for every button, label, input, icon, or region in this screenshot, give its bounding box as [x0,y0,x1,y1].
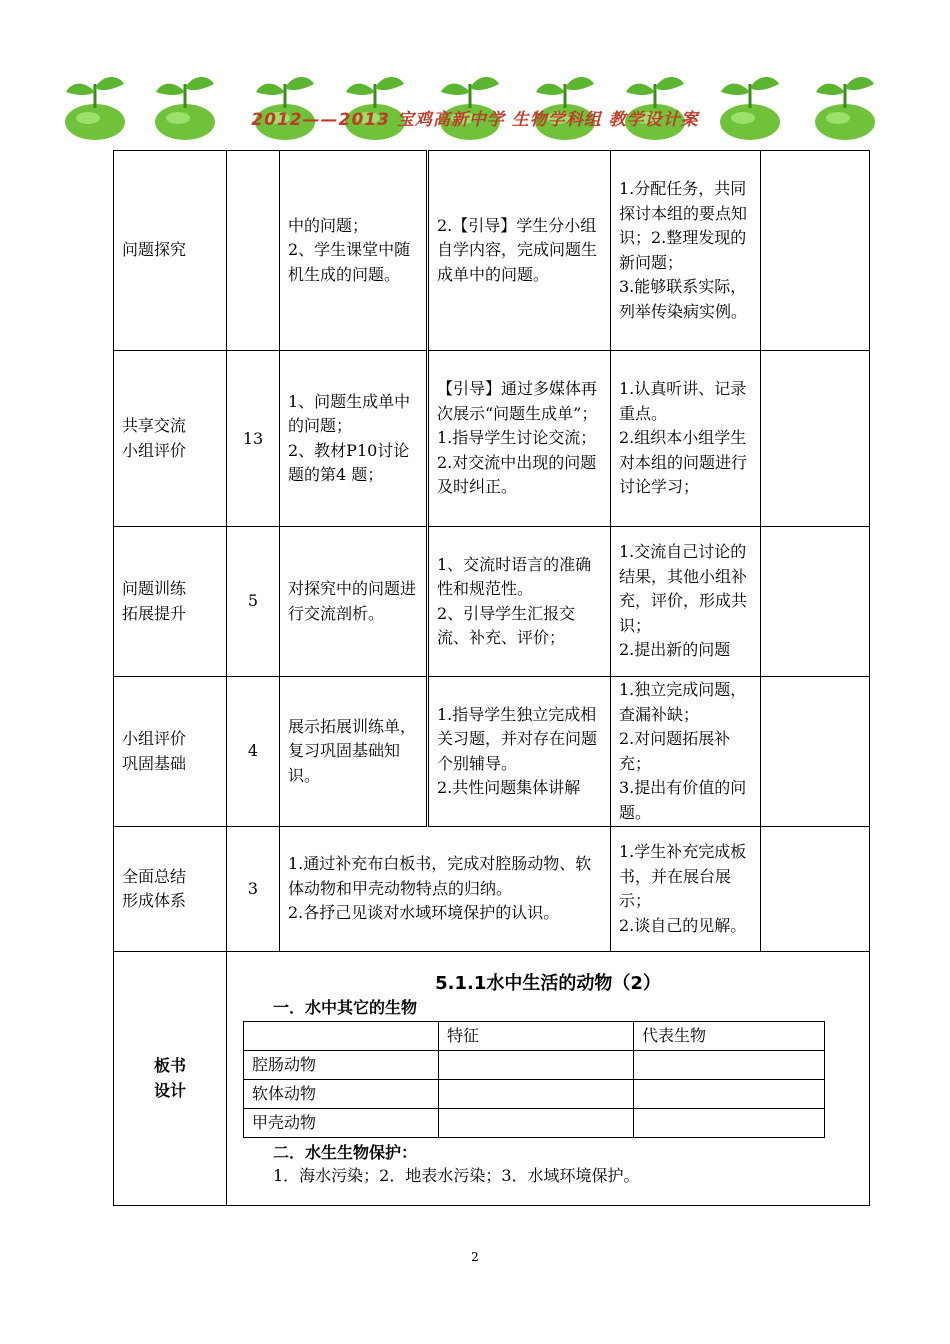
board-line: 1．海水污染；2．地表水污染；3．水域环境保护。 [273,1165,640,1185]
board-title: 5.1.1水中生活的动物（2） [435,973,661,994]
board-cell [634,1108,825,1137]
notes-cell [761,527,870,677]
board-cell: 软体动物 [244,1079,439,1108]
time-cell: 4 [227,677,280,827]
board-label: 板书 设计 [114,952,227,1206]
notes-cell [761,351,870,527]
table-row [114,827,870,952]
board-cell [634,1079,825,1108]
board-heading-1: 一．水中其它的生物 [273,997,418,1017]
page-number: 2 [471,1250,479,1264]
board-table [243,1021,825,1138]
table-row [114,351,870,527]
board-heading-2: 二．水生生物保护： [273,1142,418,1162]
board-content [227,952,870,1206]
board-cell [439,1079,634,1108]
content-cell: 中的问题； 2、学生课堂中随机生成的问题。 [280,151,428,351]
stage-cell: 全面总结 形成体系 [114,827,227,952]
content-merged-cell: 1.通过补充布白板书，完成对腔肠动物、软体动物和甲壳动物特点的归纳。 2.各抒己见谈对水域环境保护的认识。 [280,827,611,952]
lesson-plan-table [113,150,870,1206]
board-table-row [244,1108,825,1137]
board-header-cell: 代表生物 [634,1021,825,1050]
table-row [114,151,870,351]
notes-cell [761,827,870,952]
board-table-header [244,1021,825,1050]
student-activity-cell: 1.认真听讲、记录重点。 2.组织本小组学生对本组的问题进行讨论学习； [611,351,761,527]
content-cell: 展示拓展训练单，复习巩固基础知识。 [280,677,428,827]
time-cell: 3 [227,827,280,952]
table-row [114,527,870,677]
board-design-row [114,952,870,1206]
content-cell: 1、问题生成单中的问题； 2、教材P10讨论题的第4 题； [280,351,428,527]
stage-cell: 问题训练 拓展提升 [114,527,227,677]
teacher-activity-cell: 【引导】通过多媒体再次展示“问题生成单”； 1.指导学生讨论交流； 2.对交流中出现的问题及时纠正。 [428,351,611,527]
header-title: 2012——2013 宝鸡高新中学 生物学科组 教学设计案 [251,110,699,130]
time-cell: 13 [227,351,280,527]
board-table-row [244,1050,825,1079]
teacher-activity-cell: 1、交流时语言的准确性和规范性。 2、引导学生汇报交流、补充、评价； [428,527,611,677]
teacher-activity-cell: 1.指导学生独立完成相关习题，并对存在问题个别辅导。 2.共性问题集体讲解 [428,677,611,827]
board-header-cell: 特征 [439,1021,634,1050]
stage-cell: 问题探究 [114,151,227,351]
student-activity-cell: 1.交流自己讨论的结果，其他小组补充，评价，形成共识； 2.提出新的问题 [611,527,761,677]
student-activity-cell: 1.学生补充完成板书，并在展台展示； 2.谈自己的见解。 [611,827,761,952]
time-cell: 5 [227,527,280,677]
student-activity-cell: 1.分配任务，共同探讨本组的要点知识；2.整理发现的新问题； 3.能够联系实际，列举传染病实例。 [611,151,761,351]
board-header-cell [244,1021,439,1050]
table-row [114,677,870,827]
board-cell: 腔肠动物 [244,1050,439,1079]
board-cell [634,1050,825,1079]
teacher-activity-cell: 2.【引导】学生分小组自学内容，完成问题生成单中的问题。 [428,151,611,351]
time-cell [227,151,280,351]
notes-cell [761,151,870,351]
board-table-row [244,1079,825,1108]
board-cell [439,1050,634,1079]
stage-cell: 共享交流 小组评价 [114,351,227,527]
header-banner [60,70,890,150]
student-activity-cell: 1.独立完成问题，查漏补缺； 2.对问题拓展补充； 3.提出有价值的问题。 [611,677,761,827]
board-cell: 甲壳动物 [244,1108,439,1137]
stage-cell: 小组评价 巩固基础 [114,677,227,827]
content-cell: 对探究中的问题进行交流剖析。 [280,527,428,677]
notes-cell [761,677,870,827]
board-cell [439,1108,634,1137]
